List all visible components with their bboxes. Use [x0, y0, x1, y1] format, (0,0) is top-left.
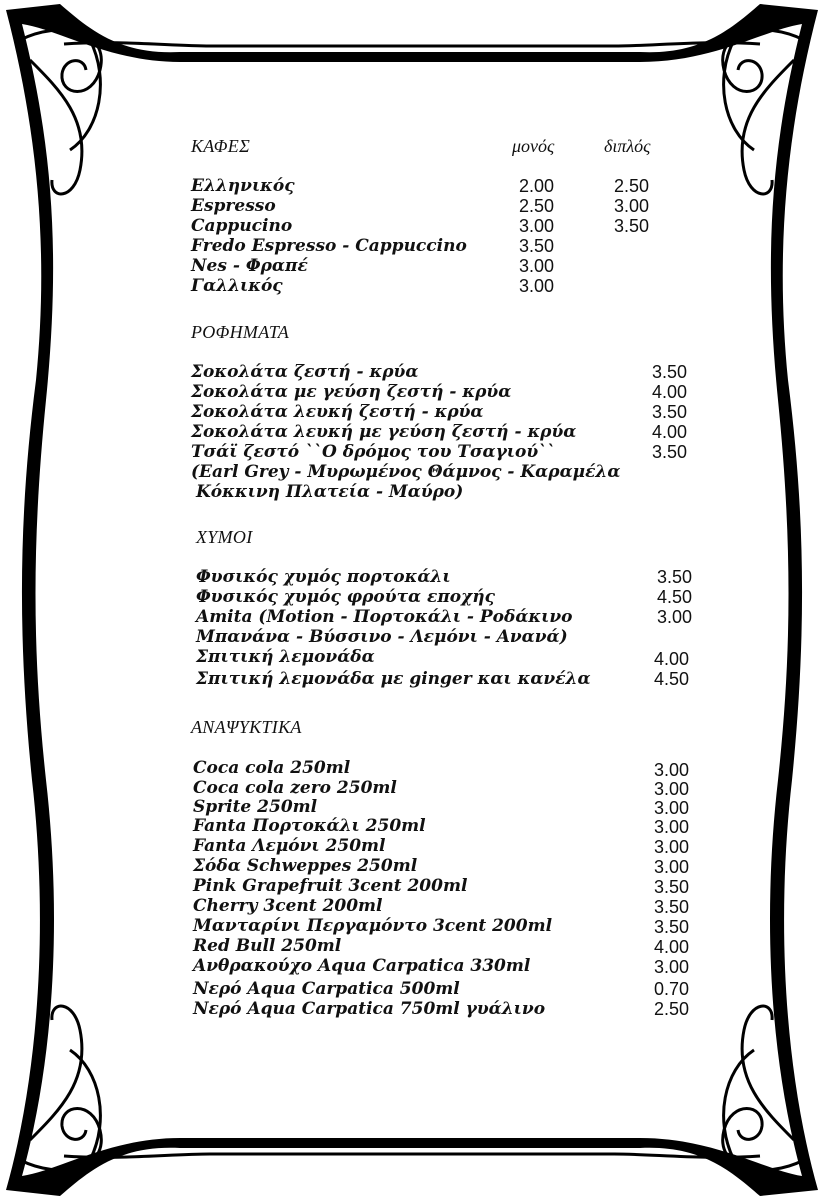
menu-item-price: 3.50	[652, 442, 688, 462]
menu-item-name: Σοκολάτα λευκή με γεύση ζεστή - κρύα	[191, 422, 577, 442]
section-title-soft-drinks: ΑΝΑΨΥΚΤΙΚΑ	[191, 717, 302, 737]
menu-item-name: Pink Grapefruit 3cent 200ml	[193, 876, 468, 896]
menu-item-name: Fredo Espresso - Cappuccino	[191, 236, 467, 256]
menu-item-price: 3.00	[657, 607, 693, 627]
menu-item-name: Σπιτική λεμονάδα	[196, 647, 375, 667]
menu-item-name: Amita (Motion - Πορτοκάλι - Ροδάκινο	[196, 607, 573, 627]
menu-item-name: Κόκκινη Πλατεία - Μαύρο)	[196, 482, 464, 502]
menu-item-price: 4.00	[654, 649, 690, 669]
menu-item-name: Ελληνικός	[191, 176, 295, 196]
menu-item-price: 3.00	[654, 798, 690, 818]
frame-inner-line	[64, 1154, 760, 1157]
menu-item-name: Fanta Πορτοκάλι 250ml	[193, 816, 426, 836]
column-header-double: διπλός	[604, 136, 651, 156]
menu-item-price: 3.50	[652, 362, 688, 382]
menu-item-price: 3.00	[654, 760, 690, 780]
section-title-coffee: ΚΑΦΕΣ	[191, 136, 251, 156]
menu-item-price: 3.50	[657, 567, 693, 587]
menu-item-name: Coca cola zero 250ml	[193, 778, 397, 798]
menu-item-price: 4.50	[654, 669, 690, 689]
menu-item-price: 3.50	[652, 402, 688, 422]
menu-item-name: Cherry 3cent 200ml	[193, 896, 383, 916]
menu-item-price: 0.70	[654, 979, 690, 999]
menu-item-name: Σοκολάτα λευκή ζεστή - κρύα	[191, 402, 484, 422]
menu-item-price: 2.50	[654, 999, 690, 1019]
menu-item-price-double: 2.50	[614, 176, 650, 196]
menu-item-price: 4.00	[652, 422, 688, 442]
frame-inner-line	[64, 43, 760, 46]
section-title-juices: ΧΥΜΟΙ	[196, 527, 253, 547]
menu-item-name: Νερό Aqua Carpatica 500ml	[193, 979, 460, 999]
menu-item-name: Νερό Aqua Carpatica 750ml γυάλινο	[193, 999, 546, 1019]
menu-item-name: Ανθρακούχο Aqua Carpatica 330ml	[193, 956, 531, 976]
menu-item-price: 3.50	[654, 917, 690, 937]
menu-item-price-single: 2.00	[519, 176, 555, 196]
menu-item-name: Σόδα Schweppes 250ml	[193, 856, 418, 876]
menu-item-name: Fanta Λεμόνι 250ml	[193, 836, 386, 856]
menu-item-name: Σοκολάτα ζεστή - κρύα	[191, 362, 419, 382]
menu-item-price: 3.00	[654, 957, 690, 977]
menu-item-price: 4.00	[652, 382, 688, 402]
section-title-drinks: ΡΟΦΗΜΑΤΑ	[191, 322, 290, 342]
menu-item-price: 3.00	[654, 857, 690, 877]
menu-item-price: 3.00	[654, 837, 690, 857]
menu-item-name: Μανταρίνι Περγαμόντο 3cent 200ml	[193, 916, 553, 936]
menu-item-price: 3.00	[654, 817, 690, 837]
menu-item-name: Σοκολάτα με γεύση ζεστή - κρύα	[191, 382, 512, 402]
menu-item-name: Φυσικός χυμός πορτοκάλι	[196, 567, 451, 587]
menu-item-name: Μπανάνα - Βύσσινο - Λεμόνι - Ανανά)	[196, 627, 568, 647]
menu-item-price: 3.00	[654, 779, 690, 799]
menu-item-price-double: 3.50	[614, 216, 650, 236]
menu-item-name: (Earl Grey - Μυρωμένος Θάμνος - Καραμέλα	[191, 462, 621, 482]
menu-item-price: 4.50	[657, 587, 693, 607]
menu-item-name: Nes - Φραπέ	[191, 256, 308, 276]
menu-item-name: Sprite 250ml	[193, 797, 318, 817]
menu-item-name: Σπιτική λεμονάδα με ginger και κανέλα	[196, 669, 591, 689]
menu-item-name: Red Bull 250ml	[193, 936, 342, 956]
menu-item-price-double: 3.00	[614, 196, 650, 216]
menu-item-name: Τσάϊ ζεστό ``Ο δρόμος του Τσαγιού``	[191, 442, 556, 462]
menu-item-name: Γαλλικός	[191, 276, 283, 296]
menu-item-name: Espresso	[191, 196, 276, 216]
menu-item-name: Coca cola 250ml	[193, 758, 351, 778]
menu-item-price: 3.50	[654, 897, 690, 917]
menu-item-price-single: 3.50	[519, 236, 555, 256]
menu-item-price: 4.00	[654, 937, 690, 957]
menu-item-name: Cappucino	[191, 216, 293, 236]
menu-item-name: Φυσικός χυμός φρούτα εποχής	[196, 587, 496, 607]
menu-item-price-single: 3.00	[519, 276, 555, 296]
menu-item-price-single: 3.00	[519, 216, 555, 236]
column-header-single: μονός	[512, 136, 555, 156]
menu-item-price-single: 2.50	[519, 196, 555, 216]
menu-item-price-single: 3.00	[519, 256, 555, 276]
menu-item-price: 3.50	[654, 877, 690, 897]
